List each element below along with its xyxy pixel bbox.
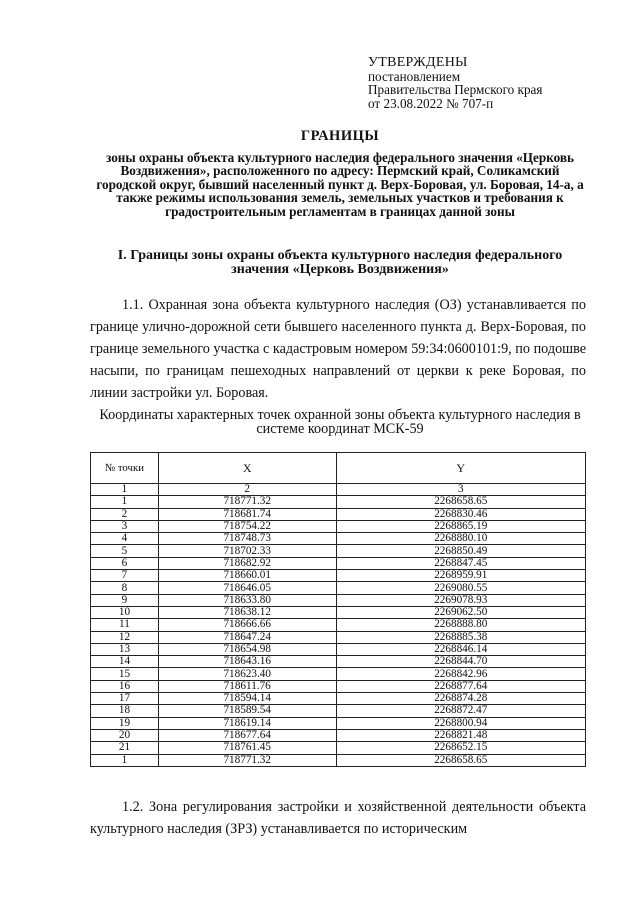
x-coordinate-cell: 718611.76 — [158, 680, 336, 692]
point-number-cell: 1 — [91, 496, 159, 508]
y-coordinate-cell: 2268842.96 — [336, 668, 585, 680]
y-coordinate-cell: 2268959.91 — [336, 570, 585, 582]
y-coordinate-cell: 2268877.64 — [336, 680, 585, 692]
y-coordinate-cell: 2268846.14 — [336, 643, 585, 655]
table-row — [91, 705, 586, 717]
x-coordinate-cell: 718681.74 — [158, 508, 336, 520]
y-coordinate-cell: 2268830.46 — [336, 508, 585, 520]
x-coordinate-cell: 718748.73 — [158, 533, 336, 545]
x-coordinate-cell: 718638.12 — [158, 606, 336, 618]
y-coordinate-cell: 2268874.28 — [336, 693, 585, 705]
y-coordinate-cell: 2268800.94 — [336, 717, 585, 729]
y-coordinate-cell: 2268880.10 — [336, 533, 585, 545]
x-coordinate-cell: 718594.14 — [158, 693, 336, 705]
table-row — [91, 619, 586, 631]
table-row — [91, 582, 586, 594]
table-row — [91, 680, 586, 692]
point-number-cell: 18 — [91, 705, 159, 717]
point-number-cell: 1 — [91, 754, 159, 766]
y-coordinate-cell: 2268658.65 — [336, 754, 585, 766]
point-number-cell: 10 — [91, 606, 159, 618]
point-number-cell: 14 — [91, 656, 159, 668]
x-coordinate-cell: 718677.64 — [158, 729, 336, 741]
index-cell: 1 — [91, 484, 159, 496]
index-cell: 2 — [158, 484, 336, 496]
point-number-cell: 8 — [91, 582, 159, 594]
x-coordinate-cell: 718771.32 — [158, 754, 336, 766]
table-row — [91, 631, 586, 643]
y-coordinate-cell: 2268821.48 — [336, 729, 585, 741]
coordinates-table — [90, 452, 586, 767]
table-row — [91, 693, 586, 705]
point-number-cell: 17 — [91, 693, 159, 705]
table-row — [91, 742, 586, 754]
table-row — [91, 496, 586, 508]
approval-line-government: Правительства Пермского края — [368, 82, 543, 97]
table-row — [91, 754, 586, 766]
x-coordinate-cell: 718647.24 — [158, 631, 336, 643]
point-number-cell: 2 — [91, 508, 159, 520]
table-header-row — [91, 453, 586, 484]
y-coordinate-cell: 2268865.19 — [336, 520, 585, 532]
x-coordinate-cell: 718623.40 — [158, 668, 336, 680]
header-x: X — [158, 453, 336, 484]
table-row — [91, 643, 586, 655]
y-coordinate-cell: 2269062.50 — [336, 606, 585, 618]
point-number-cell: 19 — [91, 717, 159, 729]
x-coordinate-cell: 718619.14 — [158, 717, 336, 729]
table-row — [91, 557, 586, 569]
point-number-cell: 3 — [91, 520, 159, 532]
x-coordinate-cell: 718771.32 — [158, 496, 336, 508]
x-coordinate-cell: 718754.22 — [158, 520, 336, 532]
x-coordinate-cell: 718660.01 — [158, 570, 336, 582]
x-coordinate-cell: 718589.54 — [158, 705, 336, 717]
table-index-row — [91, 484, 586, 496]
table-row — [91, 570, 586, 582]
x-coordinate-cell: 718666.66 — [158, 619, 336, 631]
y-coordinate-cell: 2268872.47 — [336, 705, 585, 717]
paragraph-1-1: 1.1. Охранная зона объекта культурного наследия (ОЗ) устанавливается по границе улично-дорожной сети бывшего населенного пункта д. Верх-Боровая, по границе земельного участка с кадастровым номером 59:34:0600101:9, по подошве насыпи, по границам пешеходных направлений от церкви к реке Боровая, по линии застройки ул. Боровая. — [90, 297, 586, 401]
point-number-cell: 9 — [91, 594, 159, 606]
y-coordinate-cell: 2268888.80 — [336, 619, 585, 631]
x-coordinate-cell: 718682.92 — [158, 557, 336, 569]
approval-stamp — [368, 56, 618, 110]
point-number-cell: 15 — [91, 668, 159, 680]
x-coordinate-cell: 718633.80 — [158, 594, 336, 606]
y-coordinate-cell: 2268652.15 — [336, 742, 585, 754]
table-row — [91, 594, 586, 606]
table-row — [91, 668, 586, 680]
x-coordinate-cell: 718654.98 — [158, 643, 336, 655]
table-caption: Координаты характерных точек охранной зоны объекта культурного наследия в системе координат МСК-59 — [99, 407, 581, 437]
index-cell: 3 — [336, 484, 585, 496]
point-number-cell: 21 — [91, 742, 159, 754]
point-number-cell: 4 — [91, 533, 159, 545]
y-coordinate-cell: 2268844.70 — [336, 656, 585, 668]
point-number-cell: 16 — [91, 680, 159, 692]
x-coordinate-cell: 718643.16 — [158, 656, 336, 668]
x-coordinate-cell: 718702.33 — [158, 545, 336, 557]
point-number-cell: 12 — [91, 631, 159, 643]
table-row — [91, 656, 586, 668]
point-number-cell: 11 — [91, 619, 159, 631]
document-title: ГРАНИЦЫ — [300, 128, 380, 144]
header-point-number: № точки — [91, 453, 159, 484]
table-row — [91, 520, 586, 532]
point-number-cell: 20 — [91, 729, 159, 741]
x-coordinate-cell: 718646.05 — [158, 582, 336, 594]
y-coordinate-cell: 2269080.55 — [336, 582, 585, 594]
approval-heading: УТВЕРЖДЕНЫ — [368, 55, 468, 70]
table-row — [91, 606, 586, 618]
point-number-cell: 13 — [91, 643, 159, 655]
table-row — [91, 729, 586, 741]
y-coordinate-cell: 2269078.93 — [336, 594, 585, 606]
section-heading: I. Границы зоны охраны объекта культурного наследия федерального значения «Церковь Воздвижения» — [117, 248, 563, 277]
approval-line-decree: постановлением — [368, 68, 461, 84]
table-row — [91, 508, 586, 520]
y-coordinate-cell: 2268885.38 — [336, 631, 585, 643]
table-row — [91, 545, 586, 557]
document-subtitle: зоны охраны объекта культурного наследия федерального значения «Церковь Воздвижения», расположенного по адресу: Пермский край, Соликамский городской округ, бывший населенный пункт д. Верх-Боровая, ул. Боровая, 14-а, а также режимы использования земель, земельных участков и требования к градостроительным регламентам в границах данной зоны — [96, 150, 584, 219]
y-coordinate-cell: 2268847.45 — [336, 557, 585, 569]
point-number-cell: 5 — [91, 545, 159, 557]
y-coordinate-cell: 2268658.65 — [336, 496, 585, 508]
table-row — [91, 717, 586, 729]
table-row — [91, 533, 586, 545]
approval-line-date: от 23.08.2022 № 707-п — [368, 95, 494, 111]
header-y: Y — [336, 453, 585, 484]
y-coordinate-cell: 2268850.49 — [336, 545, 585, 557]
paragraph-1-2: 1.2. Зона регулирования застройки и хозяйственной деятельности объекта культурного наследия (ЗРЗ) устанавливается по историческим — [90, 799, 586, 837]
point-number-cell: 7 — [91, 570, 159, 582]
point-number-cell: 6 — [91, 557, 159, 569]
x-coordinate-cell: 718761.45 — [158, 742, 336, 754]
